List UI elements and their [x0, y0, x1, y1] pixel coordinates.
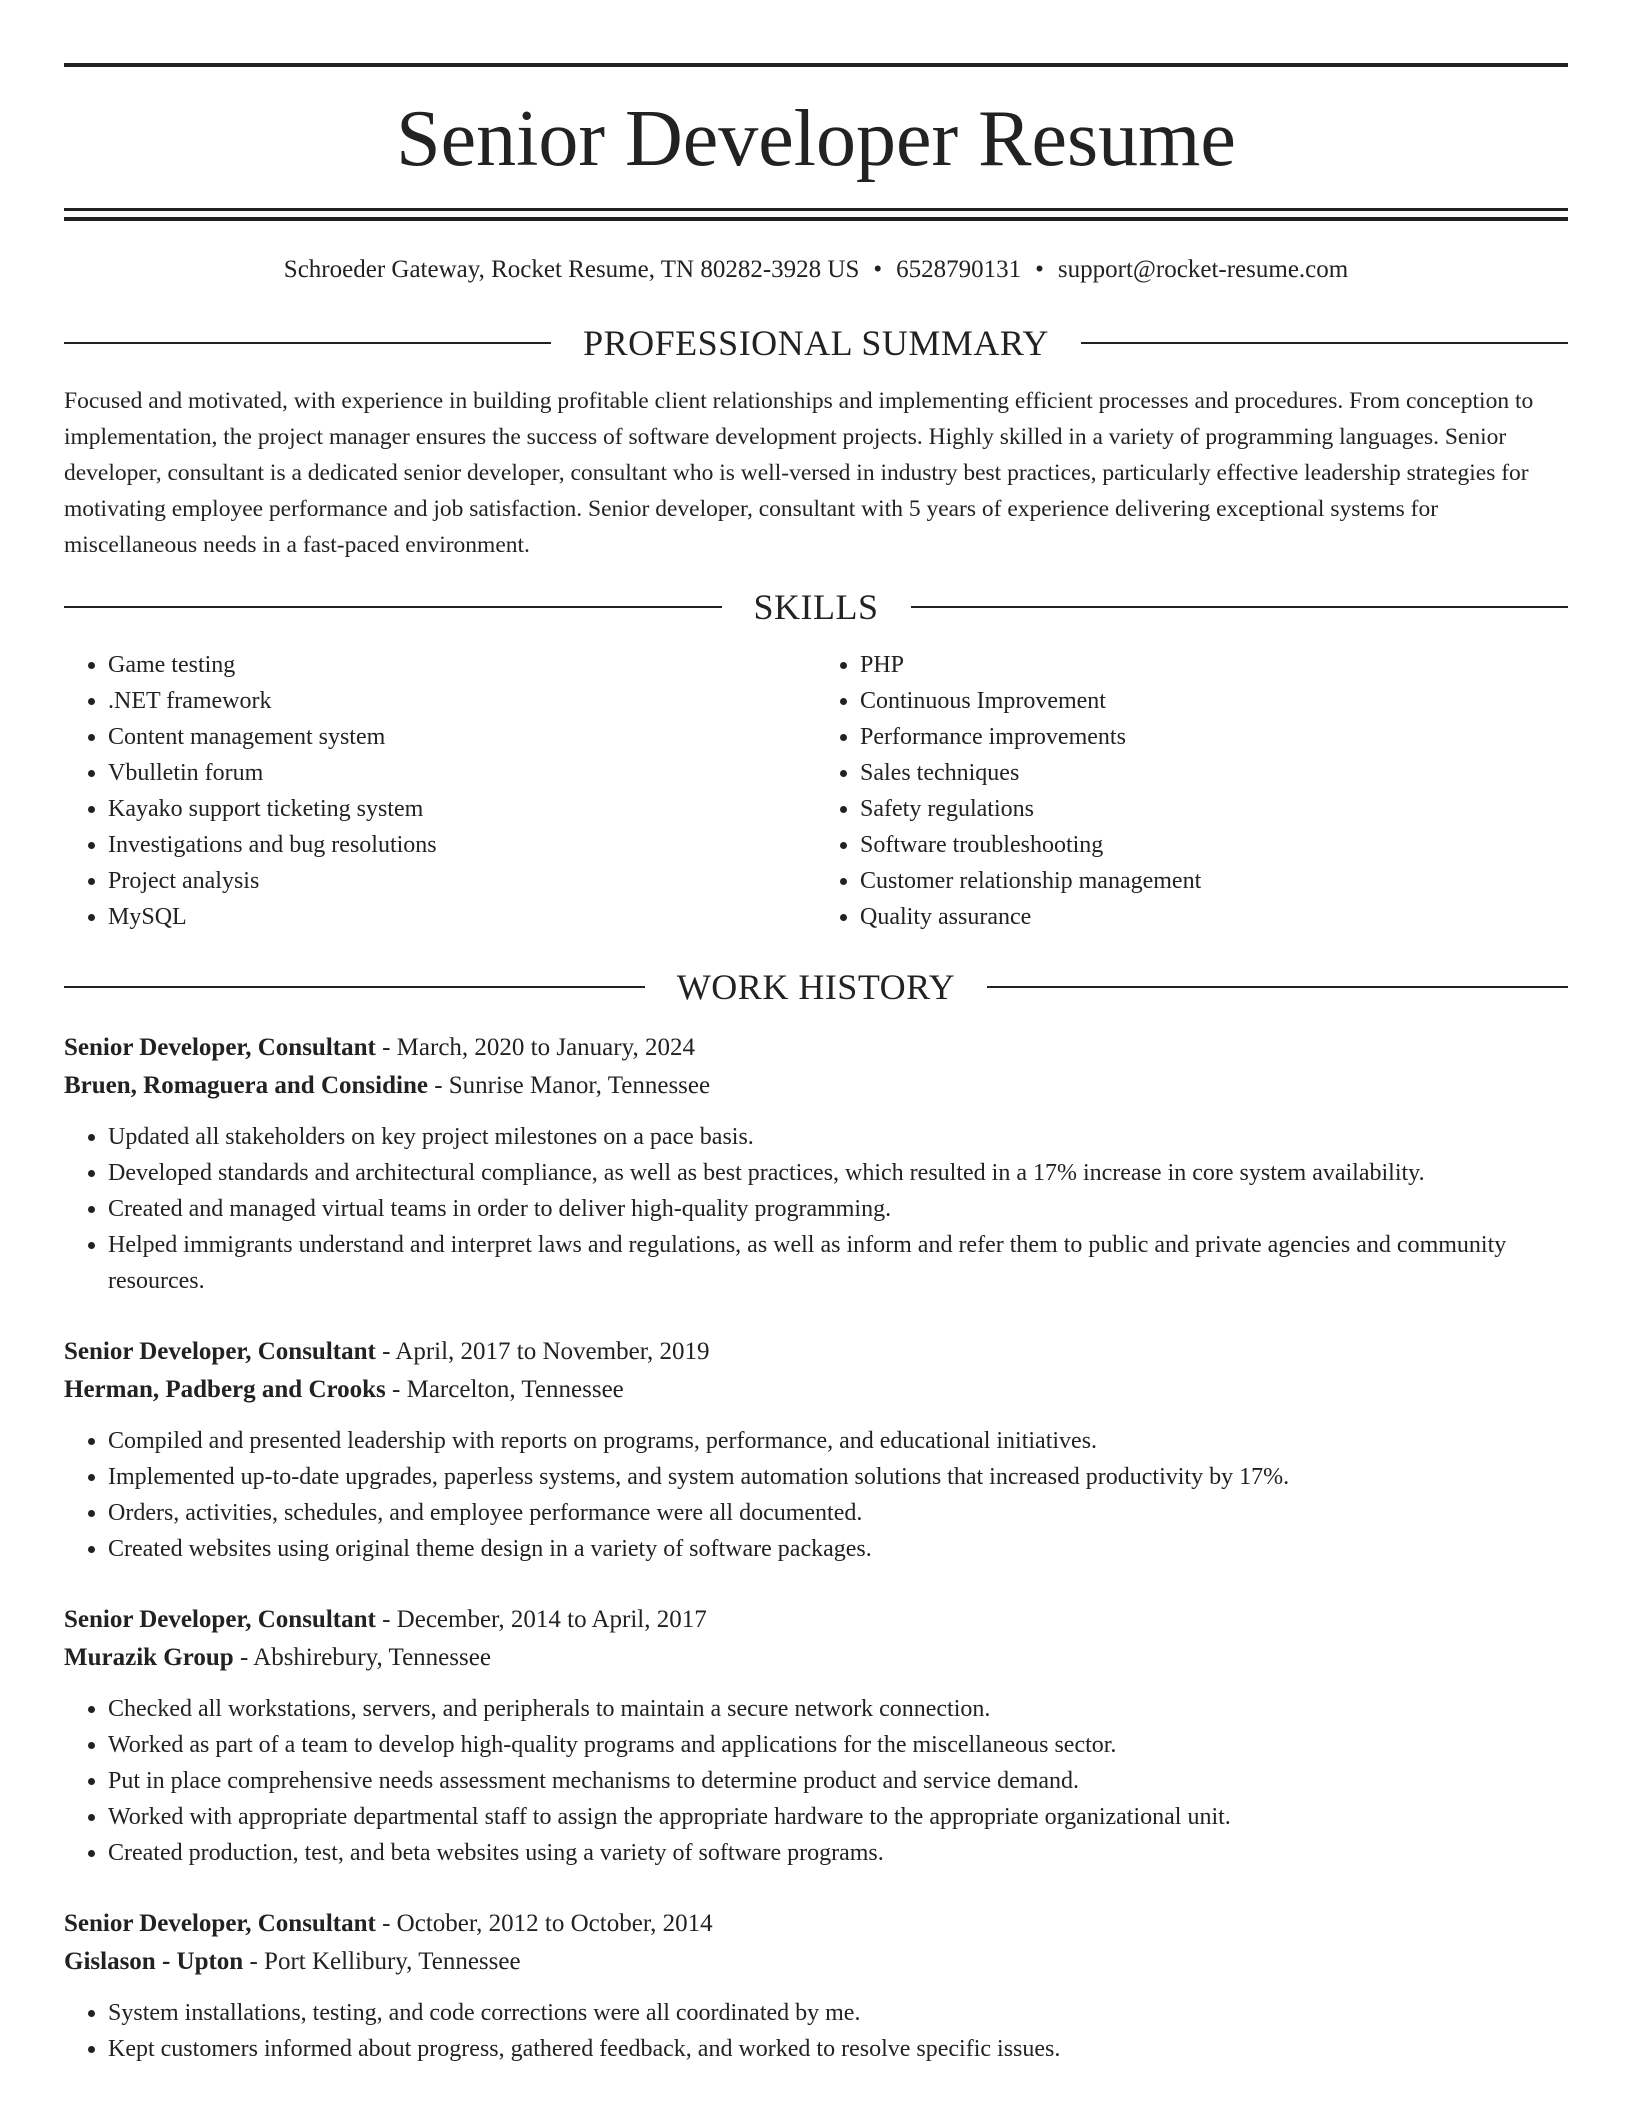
- job-company-line: [64, 1371, 1568, 1409]
- job-bullet: • Created production, test, and beta websites using a variety of software programs.: [108, 1835, 1568, 1871]
- job-company: Gislason - Upton: [64, 1948, 244, 1975]
- section-heading-skills: [64, 589, 1568, 625]
- skill-item: • Content management system: [108, 719, 816, 755]
- job-dates: - April, 2017 to November, 2019: [375, 1338, 710, 1365]
- heading-rule: [1081, 342, 1568, 344]
- job-dates: - October, 2012 to October, 2014: [375, 1910, 713, 1937]
- section-title: WORK HISTORY: [676, 967, 956, 1007]
- contact-phone: 6528790131: [896, 256, 1022, 283]
- skill-item: • Investigations and bug resolutions: [108, 827, 816, 863]
- job-bullet: • Implemented up-to-date upgrades, paperless systems, and system automation solutions that increased productivity by 17%.: [108, 1459, 1568, 1495]
- top-rule: [64, 63, 1568, 67]
- job-bullets: [64, 1423, 1568, 1567]
- skill-item: • Safety regulations: [860, 791, 1568, 827]
- skill-item: • Performance improvements: [860, 719, 1568, 755]
- heading-rule: [64, 986, 645, 988]
- contact-email: support@rocket-resume.com: [1057, 256, 1349, 283]
- job-bullet: • Worked as part of a team to develop high-quality programs and applications for the miscellaneous sector.: [108, 1727, 1568, 1763]
- job-location: - Port Kellibury, Tennessee: [243, 1948, 521, 1975]
- job-bullets: [64, 1691, 1568, 1871]
- job-company-line: [64, 1639, 1568, 1677]
- job-title: Senior Developer, Consultant: [64, 1910, 376, 1937]
- skill-item: • Project analysis: [108, 863, 816, 899]
- contact-line: [64, 255, 1568, 285]
- job-title: Senior Developer, Consultant: [64, 1034, 376, 1061]
- job-title: Senior Developer, Consultant: [64, 1338, 376, 1365]
- heading-rule: [64, 342, 551, 344]
- skill-item: • Software troubleshooting: [860, 827, 1568, 863]
- job-bullet: • Worked with appropriate departmental staff to assign the appropriate hardware to the appropriate organizational unit.: [108, 1799, 1568, 1835]
- heading-rule: [987, 986, 1568, 988]
- skills-column-left: [64, 647, 816, 935]
- job-title: Senior Developer, Consultant: [64, 1606, 376, 1633]
- job-bullet: • Checked all workstations, servers, and peripherals to maintain a secure network connection.: [108, 1691, 1568, 1727]
- skill-item: • Vbulletin forum: [108, 755, 816, 791]
- section-heading-work-history: [64, 969, 1568, 1005]
- job-bullet: • Put in place comprehensive needs assessment mechanisms to determine product and service demand.: [108, 1763, 1568, 1799]
- job-entry: [64, 1601, 1568, 1871]
- job-bullet: • Kept customers informed about progress, gathered feedback, and worked to resolve specific issues.: [108, 2031, 1568, 2067]
- heading-rule: [911, 606, 1569, 608]
- contact-separator: •: [1035, 256, 1044, 283]
- title-rule-lower: [64, 217, 1568, 221]
- job-company: Herman, Padberg and Crooks: [64, 1376, 386, 1403]
- job-location: - Marcelton, Tennessee: [385, 1376, 624, 1403]
- skill-item: • Sales techniques: [860, 755, 1568, 791]
- skills-column-right: [816, 647, 1568, 935]
- summary-text: Focused and motivated, with experience in building profitable client relationships and implementing efficient processes and procedures. From conception to implementation, the project manager ensures the success of software development projects. Highly skilled in a variety of programming languages. Senior developer, consultant is a dedicated senior developer, consultant who is well-versed in industry best practices, particularly effective leadership strategies for motivating employee performance and job satisfaction. Senior developer, consultant with 5 years of experience delivering exceptional systems for miscellaneous needs in a fast-paced environment.: [64, 388, 1534, 558]
- job-bullet: • Orders, activities, schedules, and employee performance were all documented.: [108, 1495, 1568, 1531]
- skill-item: • PHP: [860, 647, 1568, 683]
- resume-page: [64, 0, 1568, 2067]
- job-bullet: • Helped immigrants understand and interpret laws and regulations, as well as inform and refer them to public and private agencies and community resources.: [108, 1227, 1568, 1299]
- section-heading-summary: [64, 325, 1568, 361]
- job-title-line: [64, 1905, 1568, 1943]
- skill-item: • Kayako support ticketing system: [108, 791, 816, 827]
- job-bullet: • Compiled and presented leadership with reports on programs, performance, and educational initiatives.: [108, 1423, 1568, 1459]
- job-bullet: • Updated all stakeholders on key project milestones on a pace basis.: [108, 1119, 1568, 1155]
- skill-item: • Continuous Improvement: [860, 683, 1568, 719]
- contact-separator: •: [873, 256, 883, 283]
- resume-title: Senior Developer Resume: [396, 95, 1236, 183]
- job-bullets: [64, 1119, 1568, 1299]
- skill-item: • MySQL: [108, 899, 816, 935]
- job-location: - Abshirebury, Tennessee: [233, 1644, 491, 1671]
- job-company-line: [64, 1943, 1568, 1981]
- title-rule-upper: [64, 208, 1568, 211]
- skill-item: • .NET framework: [108, 683, 816, 719]
- contact-address: Schroeder Gateway, Rocket Resume, TN 80282-3928 US: [283, 256, 860, 283]
- job-bullet: • Created and managed virtual teams in order to deliver high-quality programming.: [108, 1191, 1568, 1227]
- job-bullet: • System installations, testing, and code corrections were all coordinated by me.: [108, 1995, 1568, 2031]
- heading-rule: [64, 606, 722, 608]
- job-company: Murazik Group: [64, 1644, 234, 1671]
- job-bullet: • Created websites using original theme design in a variety of software packages.: [108, 1531, 1568, 1567]
- job-bullet: • Developed standards and architectural compliance, as well as best practices, which resulted in a 17% increase in core system availability.: [108, 1155, 1568, 1191]
- skill-item: • Quality assurance: [860, 899, 1568, 935]
- job-company-line: [64, 1067, 1568, 1105]
- job-location: - Sunrise Manor, Tennessee: [427, 1072, 711, 1099]
- job-dates: - March, 2020 to January, 2024: [375, 1034, 695, 1061]
- skill-item: • Game testing: [108, 647, 816, 683]
- job-entry: [64, 1333, 1568, 1567]
- skill-item: • Customer relationship management: [860, 863, 1568, 899]
- job-title-line: [64, 1601, 1568, 1639]
- job-entry: [64, 1029, 1568, 1299]
- job-dates: - December, 2014 to April, 2017: [375, 1606, 707, 1633]
- section-title: PROFESSIONAL SUMMARY: [583, 323, 1049, 363]
- job-bullets: [64, 1995, 1568, 2067]
- job-title-line: [64, 1029, 1568, 1067]
- job-entry: [64, 1905, 1568, 2067]
- skills-list: [64, 647, 1568, 935]
- job-title-line: [64, 1333, 1568, 1371]
- section-title: SKILLS: [753, 587, 879, 627]
- job-company: Bruen, Romaguera and Considine: [64, 1072, 428, 1099]
